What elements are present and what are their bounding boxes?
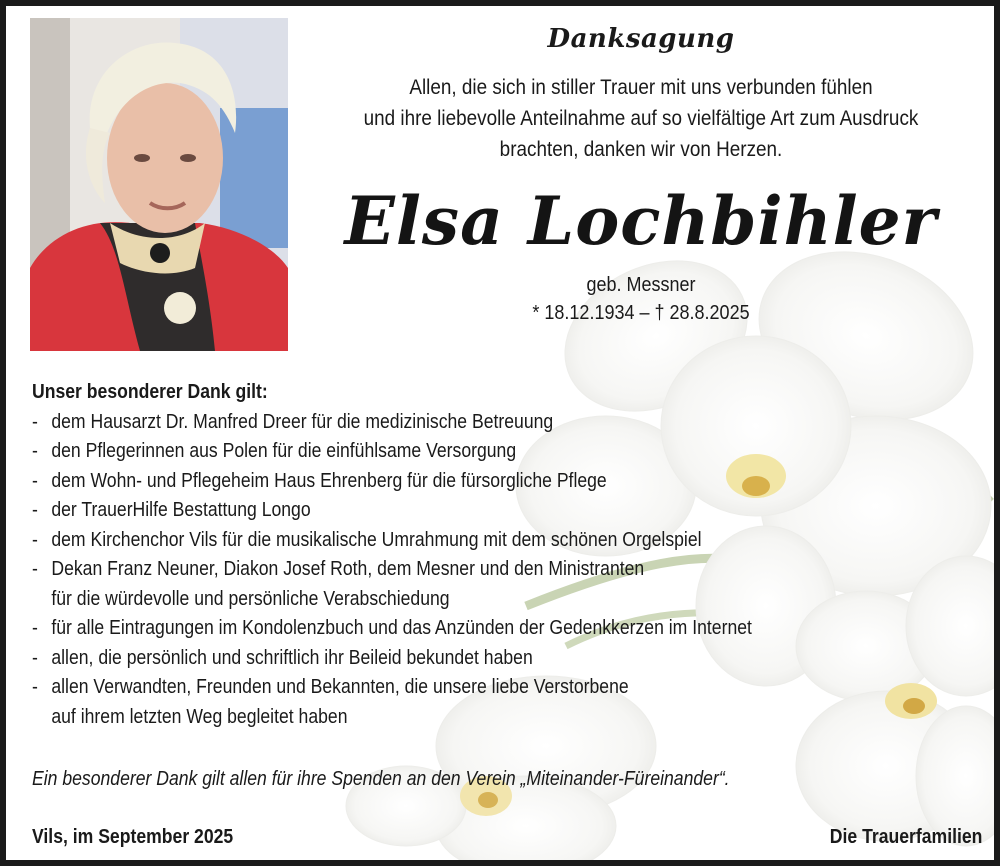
list-item: - allen, die persönlich und schriftlich ihr Beileid bekundet haben [32, 646, 533, 669]
list-item: - den Pflegerinnen aus Polen für die einfühlsame Versorgung [32, 440, 517, 462]
kicker-title: Danksagung [547, 24, 735, 54]
signature: Die Trauerfamilien [829, 826, 982, 848]
list-item: - dem Hausarzt Dr. Manfred Dreer für die medizinische Betreuung [32, 410, 554, 433]
life-dates: * 18.12.1934 – † 28.8.2025 [532, 302, 750, 324]
donation-note: Ein besonderer Dank gilt allen für ihre Spenden an den Verein „Miteinander-Füreinander“. [32, 768, 730, 790]
list-item: - dem Wohn- und Pflegeheim Haus Ehrenberg für die fürsorgliche Pflege [32, 469, 607, 492]
list-item: - allen Verwandten, Freunden und Bekannten, die unsere liebe Verstorbene [32, 676, 629, 698]
birth-name: geb. Messner [586, 274, 696, 296]
intro-line: und ihre liebevolle Anteilnahme auf so vielfältige Art zum Ausdruck [363, 107, 919, 130]
list-item: - der TrauerHilfe Bestattung Longo [32, 499, 311, 521]
thanks-heading: Unser besonderer Dank gilt: [32, 381, 268, 403]
portrait-photo [30, 18, 288, 351]
list-item: - Dekan Franz Neuner, Diakon Josef Roth, dem Mesner und den Ministranten [32, 558, 645, 580]
deceased-name: Elsa Lochbihler [344, 182, 938, 260]
header [296, 24, 986, 327]
intro-line: Allen, die sich in stiller Trauer mit uns verbunden fühlen [409, 76, 873, 99]
list-item-continuation: auf ihrem letzten Weg begleitet haben [51, 705, 348, 728]
intro-line: brachten, danken wir von Herzen. [499, 138, 783, 161]
thanks-list [32, 378, 938, 732]
list-item: - dem Kirchenchor Vils für die musikalische Umrahmung mit dem schönen Orgelspiel [32, 528, 702, 551]
place-date: Vils, im September 2025 [32, 826, 234, 848]
list-item: - für alle Eintragungen im Kondolenzbuch und das Anzünden der Gedenkkerzen im Internet [32, 617, 752, 639]
intro-text [331, 72, 952, 165]
list-item-continuation: für die würdevolle und persönliche Verabschiedung [51, 587, 450, 610]
